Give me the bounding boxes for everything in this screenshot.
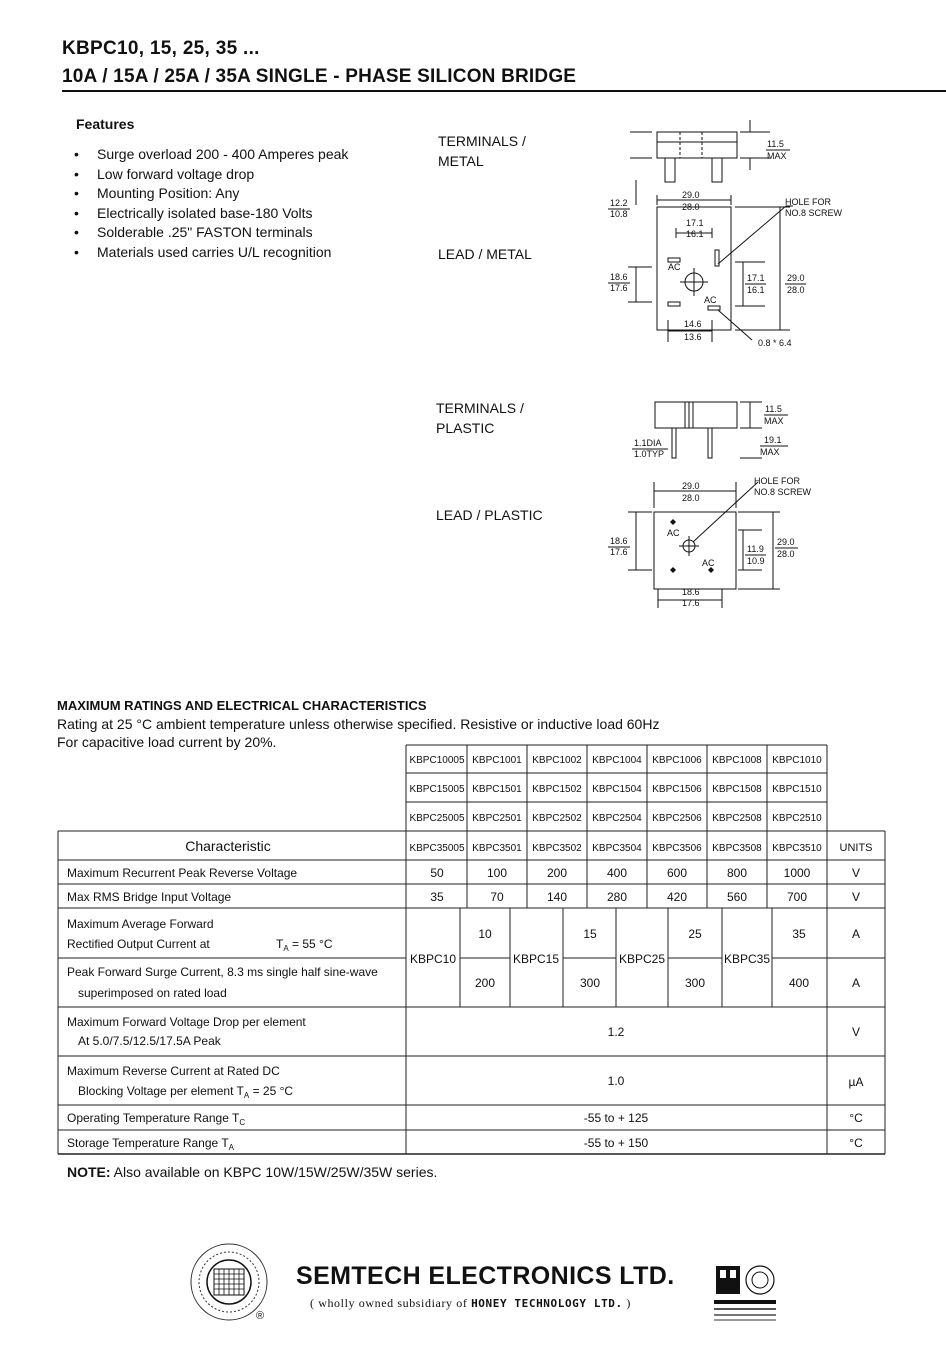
characteristic-header: Characteristic <box>185 838 271 854</box>
svg-text:600: 600 <box>666 866 688 880</box>
svg-text:V: V <box>851 866 861 880</box>
svg-text:KBPC35: KBPC35 <box>723 952 771 966</box>
package-label-terminals-plastic: TERMINALS / PLASTIC <box>436 400 524 436</box>
svg-text:11.9: 11.9 <box>747 544 764 554</box>
svg-text:29.0: 29.0 <box>787 273 805 283</box>
svg-text:17.6: 17.6 <box>610 283 628 293</box>
svg-text:KBPC3508: KBPC3508 <box>712 843 762 854</box>
svg-text:KBPC10: KBPC10 <box>409 952 457 966</box>
svg-text:KBPC1004: KBPC1004 <box>592 755 642 766</box>
svg-text:0.8 * 6.4: 0.8 * 6.4 <box>758 338 792 348</box>
feature-item: • Low forward voltage drop <box>74 165 348 185</box>
svg-text:Maximum Reverse Current at Rat: Maximum Reverse Current at Rated DC <box>67 1064 280 1078</box>
svg-text:KBPC1506: KBPC1506 <box>652 784 702 795</box>
svg-text:1000: 1000 <box>783 866 811 880</box>
svg-text:MAX: MAX <box>767 151 787 161</box>
svg-text:14.6: 14.6 <box>684 319 702 329</box>
svg-text:10: 10 <box>478 927 492 941</box>
features-heading: Features <box>76 116 135 132</box>
ratings-heading: MAXIMUM RATINGS AND ELECTRICAL CHARACTERISTICS <box>57 698 427 713</box>
package-label-lead-metal: LEAD / METAL <box>438 246 532 262</box>
svg-text:KBPC3504: KBPC3504 <box>592 843 642 854</box>
svg-text:AC: AC <box>702 558 715 568</box>
availability-note: NOTE: Also available on KBPC 10W/15W/25W/35W series. <box>67 1164 438 1180</box>
svg-text:KBPC2502: KBPC2502 <box>532 813 582 824</box>
svg-text:13.6: 13.6 <box>684 332 702 342</box>
ratings-condition-line: Rating at 25 °C ambient temperature unless otherwise specified. Resistive or inductive load 60Hz <box>57 716 660 732</box>
svg-text:KBPC1010: KBPC1010 <box>772 755 822 766</box>
svg-text:KBPC3506: KBPC3506 <box>652 843 702 854</box>
svg-text:100: 100 <box>486 866 508 880</box>
svg-text:At 5.0/7.5/12.5/17.5A Peak: At 5.0/7.5/12.5/17.5A Peak <box>78 1034 221 1048</box>
svg-text:140: 140 <box>546 890 568 904</box>
package-label-lead-plastic: LEAD / PLASTIC <box>436 507 543 523</box>
svg-text:Maximum Recurrent Peak Reverse: Maximum Recurrent Peak Reverse Voltage <box>67 866 298 880</box>
svg-text:Blocking Voltage per element T: Blocking Voltage per element $T_A = 25$ °C <box>78 1084 294 1100</box>
svg-text:200: 200 <box>474 976 496 990</box>
svg-text:17.1: 17.1 <box>747 273 765 283</box>
svg-text:A: A <box>851 927 861 941</box>
svg-text:superimposed on rated load: superimposed on rated load <box>78 986 227 1000</box>
feature-item: • Solderable .25" FASTON terminals <box>74 223 348 243</box>
subsidiary-line: ( wholly owned subsidiary of HONEY TECHNOLOGY LTD. ) <box>310 1296 631 1310</box>
svg-text:1.0TYP: 1.0TYP <box>634 449 665 459</box>
svg-text:1.1DIA: 1.1DIA <box>634 438 662 448</box>
svg-text:KBPC2508: KBPC2508 <box>712 813 762 824</box>
svg-text:17.6: 17.6 <box>610 547 628 557</box>
svg-text:Peak Forward Surge Current, 8.: Peak Forward Surge Current, 8.3 ms single half sine-wave <box>67 965 378 979</box>
svg-text:800: 800 <box>726 866 748 880</box>
svg-text:12.2: 12.2 <box>610 198 628 208</box>
svg-text:29.0: 29.0 <box>682 190 700 200</box>
svg-text:KBPC2506: KBPC2506 <box>652 813 702 824</box>
svg-text:700: 700 <box>786 890 808 904</box>
svg-text:KBPC3501: KBPC3501 <box>472 843 522 854</box>
svg-text:KBPC1006: KBPC1006 <box>652 755 702 766</box>
svg-text:KBPC1501: KBPC1501 <box>472 784 522 795</box>
svg-text:KBPC10005: KBPC10005 <box>409 755 465 766</box>
feature-item: • Mounting Position: Any <box>74 184 348 204</box>
units-header: UNITS <box>839 842 873 854</box>
svg-text:MAX: MAX <box>764 416 784 426</box>
svg-text:28.0: 28.0 <box>682 202 700 212</box>
svg-text:17.1: 17.1 <box>686 218 704 228</box>
ratings-capacitive-line: For capacitive load current by 20%. <box>57 734 277 750</box>
svg-text:400: 400 <box>606 866 628 880</box>
svg-text:AC: AC <box>668 262 681 272</box>
svg-text:200: 200 <box>546 866 568 880</box>
svg-text:KBPC2510: KBPC2510 <box>772 813 822 824</box>
package-label-terminals-metal: TERMINALS / METAL <box>438 133 526 169</box>
company-name: SEMTECH ELECTRONICS LTD. <box>296 1262 675 1290</box>
svg-text:400: 400 <box>788 976 810 990</box>
svg-text:1.2: 1.2 <box>607 1025 625 1039</box>
svg-text:28.0: 28.0 <box>777 549 795 559</box>
document-subtitle: 10A / 15A / 25A / 35A SINGLE - PHASE SILICON BRIDGE <box>62 66 577 87</box>
svg-text:MAX: MAX <box>760 447 780 457</box>
svg-text:10.9: 10.9 <box>747 556 765 566</box>
svg-text:280: 280 <box>606 890 628 904</box>
svg-text:°C: °C <box>849 1136 863 1150</box>
svg-text:KBPC1502: KBPC1502 <box>532 784 582 795</box>
svg-text:Rectified Output Current at: Rectified Output Current at <box>67 937 210 951</box>
svg-text:10.8: 10.8 <box>610 209 628 219</box>
svg-text:KBPC1504: KBPC1504 <box>592 784 642 795</box>
feature-item: • Materials used carries U/L recognition <box>74 243 348 263</box>
svg-text:50: 50 <box>430 866 444 880</box>
svg-text:KBPC1008: KBPC1008 <box>712 755 762 766</box>
svg-text:29.0: 29.0 <box>682 481 700 491</box>
svg-text:300: 300 <box>579 976 601 990</box>
svg-text:Operating Temperature Range TC: Operating Temperature Range $T_C$ <box>67 1111 246 1127</box>
svg-text:KBPC15: KBPC15 <box>512 952 560 966</box>
svg-text:Storage Temperature Range TA: Storage Temperature Range $T_A$ <box>67 1136 234 1152</box>
svg-text:-55 to + 150: -55 to + 150 <box>583 1136 649 1150</box>
certification-marks-logo <box>712 1262 778 1324</box>
svg-text:18.6: 18.6 <box>682 587 700 597</box>
svg-text:18.6: 18.6 <box>610 272 628 282</box>
svg-text:Maximum Average Forward: Maximum Average Forward <box>67 917 214 931</box>
svg-text:28.0: 28.0 <box>682 493 700 503</box>
svg-text:1.0: 1.0 <box>607 1074 625 1088</box>
svg-text:KBPC1508: KBPC1508 <box>712 784 762 795</box>
svg-text:KBPC1510: KBPC1510 <box>772 784 822 795</box>
svg-text:KBPC1002: KBPC1002 <box>532 755 582 766</box>
svg-text:11.5: 11.5 <box>767 139 784 149</box>
svg-text:NO.8 SCREW: NO.8 SCREW <box>754 487 812 497</box>
svg-text:KBPC15005: KBPC15005 <box>409 784 465 795</box>
svg-text:29.0: 29.0 <box>777 537 795 547</box>
svg-text:KBPC2504: KBPC2504 <box>592 813 642 824</box>
svg-text:300: 300 <box>684 976 706 990</box>
svg-text:NO.8 SCREW: NO.8 SCREW <box>785 208 843 218</box>
svg-text:420: 420 <box>666 890 688 904</box>
feature-item: • Surge overload 200 - 400 Amperes peak <box>74 145 348 165</box>
svg-text:AC: AC <box>704 295 717 305</box>
svg-text:KBPC25005: KBPC25005 <box>409 813 465 824</box>
svg-text:KBPC1001: KBPC1001 <box>472 755 522 766</box>
svg-text:11.5: 11.5 <box>765 404 782 414</box>
svg-text:17.6: 17.6 <box>682 598 700 608</box>
svg-text:35: 35 <box>792 927 806 941</box>
svg-text:KBPC35005: KBPC35005 <box>409 843 465 854</box>
svg-text:16.1: 16.1 <box>747 285 765 295</box>
svg-text:V: V <box>851 1025 861 1039</box>
svg-text:°C: °C <box>849 1111 863 1125</box>
svg-text:28.0: 28.0 <box>787 285 805 295</box>
svg-text:AC: AC <box>667 528 680 538</box>
svg-text:KBPC2501: KBPC2501 <box>472 813 522 824</box>
svg-text:KBPC3510: KBPC3510 <box>772 843 822 854</box>
svg-text:µA: µA <box>848 1075 864 1089</box>
document-title: KBPC10, 15, 25, 35 ... <box>62 38 260 59</box>
svg-text:Maximum Forward Voltage Drop p: Maximum Forward Voltage Drop per element <box>67 1015 306 1029</box>
svg-text:18.6: 18.6 <box>610 536 628 546</box>
svg-text:HOLE FOR: HOLE FOR <box>754 476 801 486</box>
svg-text:A: A <box>851 976 861 990</box>
svg-text:19.1: 19.1 <box>764 435 782 445</box>
svg-text:35: 35 <box>430 890 444 904</box>
svg-text:25: 25 <box>688 927 702 941</box>
svg-text:KBPC3502: KBPC3502 <box>532 843 582 854</box>
svg-text:Max RMS Bridge Input Voltage: Max RMS Bridge Input Voltage <box>67 890 232 904</box>
svg-text:16.1: 16.1 <box>686 229 704 239</box>
feature-item: • Electrically isolated base-180 Volts <box>74 204 348 224</box>
registered-mark: ® <box>256 1310 265 1322</box>
svg-text:KBPC25: KBPC25 <box>618 952 666 966</box>
svg-text:-55 to + 125: -55 to + 125 <box>583 1111 649 1125</box>
svg-text:TA = 55 °C: $T_A = 55$ °C <box>276 937 333 953</box>
svg-text:560: 560 <box>726 890 748 904</box>
svg-text:15: 15 <box>583 927 597 941</box>
svg-text:HOLE FOR: HOLE FOR <box>785 197 832 207</box>
svg-text:V: V <box>851 890 861 904</box>
svg-text:70: 70 <box>490 890 504 904</box>
